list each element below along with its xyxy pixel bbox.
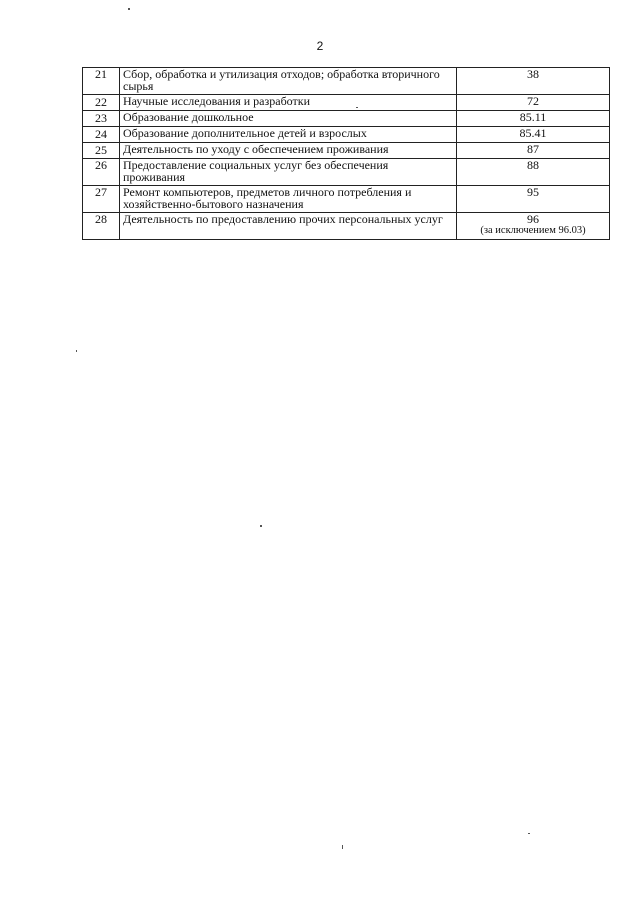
table-row <box>83 159 610 186</box>
activity-name: Предоставление социальных услуг без обеспечения проживания <box>120 159 457 186</box>
scan-speck <box>342 845 343 849</box>
table-row <box>83 143 610 159</box>
activity-code: 95 <box>527 185 539 199</box>
activity-code-cell <box>457 127 610 143</box>
row-number: 25 <box>83 143 120 159</box>
activity-code: 72 <box>527 94 539 108</box>
activity-name: Деятельность по предоставлению прочих персональных услуг <box>120 213 457 240</box>
activity-name: Ремонт компьютеров, предметов личного потребления и хозяйственно-бытового назначения <box>120 186 457 213</box>
table-row <box>83 68 610 95</box>
row-number: 21 <box>83 68 120 95</box>
activity-code-cell <box>457 95 610 111</box>
scan-speck <box>356 107 358 108</box>
activity-code-cell <box>457 213 610 240</box>
row-number: 24 <box>83 127 120 143</box>
scan-speck <box>260 525 262 527</box>
activity-code-cell <box>457 143 610 159</box>
activity-code-cell <box>457 159 610 186</box>
activity-code-note: (за исключением 96.03) <box>480 225 586 236</box>
activities-table <box>82 67 610 240</box>
activity-code: 88 <box>527 158 539 172</box>
activity-code-cell <box>457 68 610 95</box>
row-number: 22 <box>83 95 120 111</box>
activity-code: 87 <box>527 142 539 156</box>
table-row <box>83 186 610 213</box>
activity-name: Образование дошкольное <box>120 111 457 127</box>
page-number: 2 <box>316 39 324 53</box>
row-number: 26 <box>83 159 120 186</box>
activity-code: 38 <box>527 67 539 81</box>
row-number: 23 <box>83 111 120 127</box>
activity-code: 96 <box>527 212 539 226</box>
table-row <box>83 127 610 143</box>
table-row <box>83 213 610 240</box>
scan-speck <box>528 833 530 834</box>
row-number: 28 <box>83 213 120 240</box>
activity-code: 85.41 <box>519 126 547 140</box>
activity-name: Научные исследования и разработки <box>120 95 457 111</box>
activity-code-cell <box>457 186 610 213</box>
activity-name: Сбор, обработка и утилизация отходов; обработка вторичного сырья <box>120 68 457 95</box>
activity-code: 85.11 <box>519 110 547 124</box>
activity-code-cell <box>457 111 610 127</box>
table-row <box>83 111 610 127</box>
activity-name: Деятельность по уходу с обеспечением проживания <box>120 143 457 159</box>
row-number: 27 <box>83 186 120 213</box>
activity-name: Образование дополнительное детей и взрослых <box>120 127 457 143</box>
scan-speck <box>76 350 77 352</box>
table-row <box>83 95 610 111</box>
scan-speck <box>128 8 130 10</box>
